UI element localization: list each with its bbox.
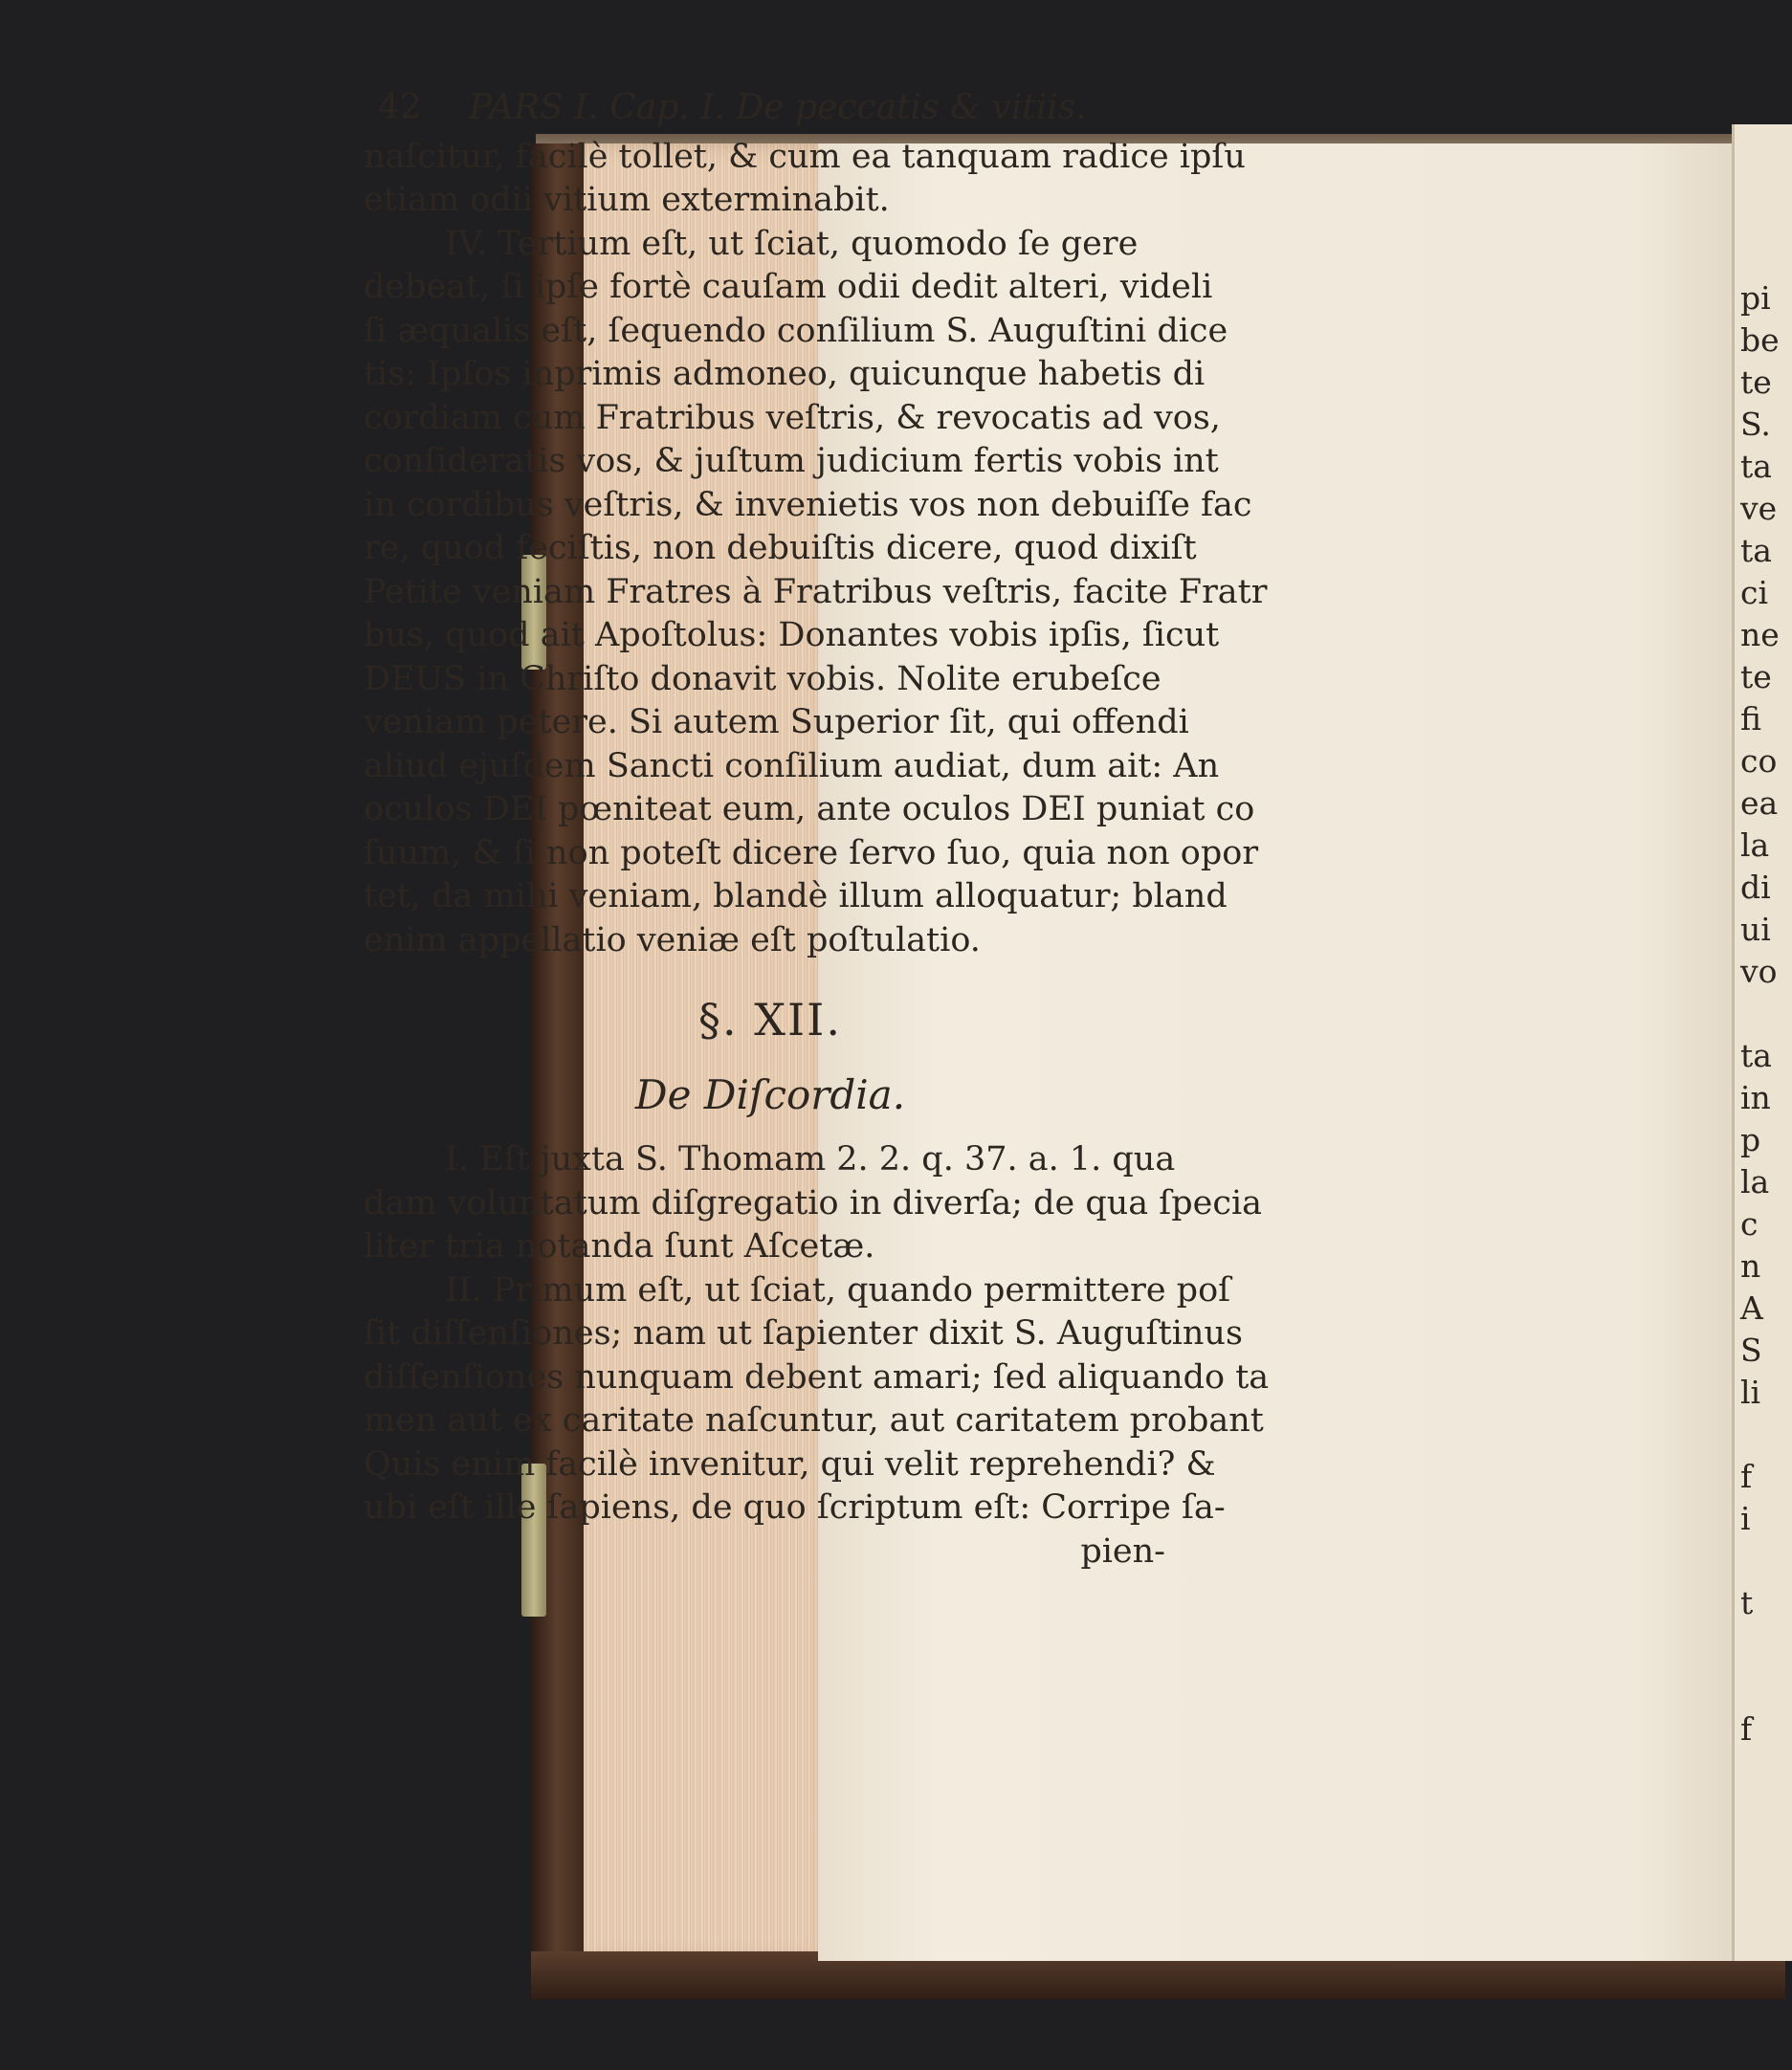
text-line: ſit diſſenſiones; nam ut ſapienter dixit S. Auguſtinus: [364, 1314, 1243, 1353]
section-number: §. XII.: [698, 994, 842, 1046]
next-page-letter: la: [1740, 826, 1770, 864]
text-line: oculos DEI pœniteat eum, ante oculos DEI puniat co: [364, 790, 1255, 828]
text-line: ſi æqualis eſt, ſequendo conſilium S. Auguſtini dice: [364, 311, 1228, 350]
text-line: veniam petere. Si autem Superior ſit, qui offendi: [364, 703, 1189, 741]
text-line: cordiam cum Fratribus veſtris, & revocatis ad vos,: [364, 398, 1221, 437]
next-page-letter: te: [1740, 658, 1772, 695]
next-page-letter: ta: [1740, 532, 1772, 569]
text-line: aliud ejuſdem Sancti conſilium audiat, dum ait: An: [364, 746, 1220, 785]
text-line: Quis enim facilè invenitur, qui velit reprehendi? &: [364, 1444, 1216, 1484]
next-page-letter: S.: [1740, 406, 1771, 443]
next-page-letter: S: [1740, 1332, 1762, 1369]
next-page-letter: p: [1740, 1121, 1761, 1158]
text-line: liter tria notanda ſunt Aſcetæ.: [364, 1227, 875, 1266]
catchword: pien-: [1080, 1531, 1165, 1571]
next-page-letter: [1740, 993, 1792, 1035]
page-text: [364, 86, 1270, 1574]
next-page-letter: ve: [1740, 490, 1778, 527]
next-page-letter: li: [1740, 1374, 1761, 1411]
next-page-letter: di: [1740, 869, 1771, 906]
next-page-letter: n: [1740, 1247, 1761, 1285]
text-line: in cordibus veſtris, & invenietis vos non debuiſſe fac: [364, 485, 1252, 524]
text-line: I. Eſt juxta S. Thomam 2. 2. q. 37. a. 1. qua: [445, 1140, 1176, 1178]
next-page-letter: [1740, 1666, 1792, 1708]
text-line: DEUS in Chriſto donavit vobis. Nolite erubeſce: [364, 659, 1161, 698]
text-line: naſcitur, facilè tollet, & cum ea tanquam radice ipſu: [364, 137, 1246, 176]
next-page-letter: be: [1740, 321, 1780, 359]
next-page-letter: ne: [1740, 616, 1780, 653]
running-header: [364, 86, 1177, 130]
text-line: dam voluntatum diſgregatio in diverſa; de qua ſpecia: [364, 1183, 1263, 1222]
text-line: debeat, ſi ipſe fortè cauſam odii dedit alteri, videli: [364, 268, 1213, 306]
next-page-letter: ta: [1740, 1037, 1772, 1074]
next-page-letter: te: [1740, 363, 1772, 401]
next-page-letter: pi: [1740, 279, 1771, 317]
text-line: bus, quod ait Apoſtolus: Donantes vobis ipſis, ſicut: [364, 616, 1220, 654]
text-line: diſſenſiones nunquam debent amari; ſed aliquando ta: [364, 1357, 1270, 1397]
text-line: ubi eſt ille ſapiens, de quo ſcriptum eſt: Corripe ſa-: [364, 1488, 1226, 1527]
next-page-letter: [1740, 1540, 1792, 1582]
text-line: re, quod feciſtis, non debuiſtis dicere, quod dixiſt: [364, 529, 1197, 567]
next-page-letter: t: [1740, 1584, 1754, 1621]
text-line: ſuum, & ſi non poteſt dicere ſervo ſuo, quia non opor: [364, 833, 1259, 872]
text-line: conſideratis vos, & juſtum judicium fertis vobis int: [364, 442, 1219, 480]
page-number: 42: [378, 88, 422, 127]
next-page-letter: f: [1740, 1710, 1753, 1748]
next-page-letter: A: [1740, 1289, 1763, 1327]
next-page-letter: c: [1740, 1205, 1759, 1243]
right-page-visible-letters: [1740, 277, 1792, 1751]
section-title: De Diſcordia.: [634, 1071, 906, 1118]
running-title: PARS I. Cap. I. De peccatis & vitiis.: [469, 88, 1087, 127]
next-page-letter: la: [1740, 1163, 1770, 1200]
text-block-discordia: [364, 1138, 1270, 1530]
next-page-letter: ea: [1740, 784, 1779, 822]
next-page-letter: ui: [1740, 911, 1771, 948]
next-page-letter: f: [1740, 1458, 1753, 1495]
next-page-letter: in: [1740, 1079, 1771, 1116]
next-page-letter: [1740, 1624, 1792, 1666]
right-page-edge: [1732, 124, 1792, 1961]
text-block-odium: [364, 136, 1268, 963]
text-line: etiam odii vitium exterminabit.: [364, 181, 890, 219]
next-page-letter: [1740, 1414, 1792, 1456]
text-line: II. Primum eſt, ut ſciat, quando permittere poſ: [445, 1270, 1231, 1310]
text-line: enim appellatio veniæ eſt poſtulatio.: [364, 920, 981, 959]
next-page-letter: co: [1740, 742, 1778, 780]
text-line: tis: Ipſos inprimis admoneo, quicunque habetis di: [364, 355, 1206, 393]
next-page-letter: ci: [1740, 574, 1769, 611]
text-line: tet, da mihi veniam, blandè illum alloquatur; bland: [364, 877, 1228, 915]
text-line: IV. Tertium eſt, ut ſciat, quomodo ſe gere: [445, 224, 1139, 263]
text-line: Petite veniam Fratres à Fratribus veſtris, facite Fratr: [364, 572, 1268, 611]
next-page-letter: i: [1740, 1500, 1751, 1537]
text-line: men aut ex caritate naſcuntur, aut caritatem probant: [364, 1401, 1264, 1440]
next-page-letter: vo: [1740, 953, 1778, 990]
next-page-letter: ta: [1740, 448, 1772, 485]
next-page-letter: fi: [1740, 700, 1762, 738]
